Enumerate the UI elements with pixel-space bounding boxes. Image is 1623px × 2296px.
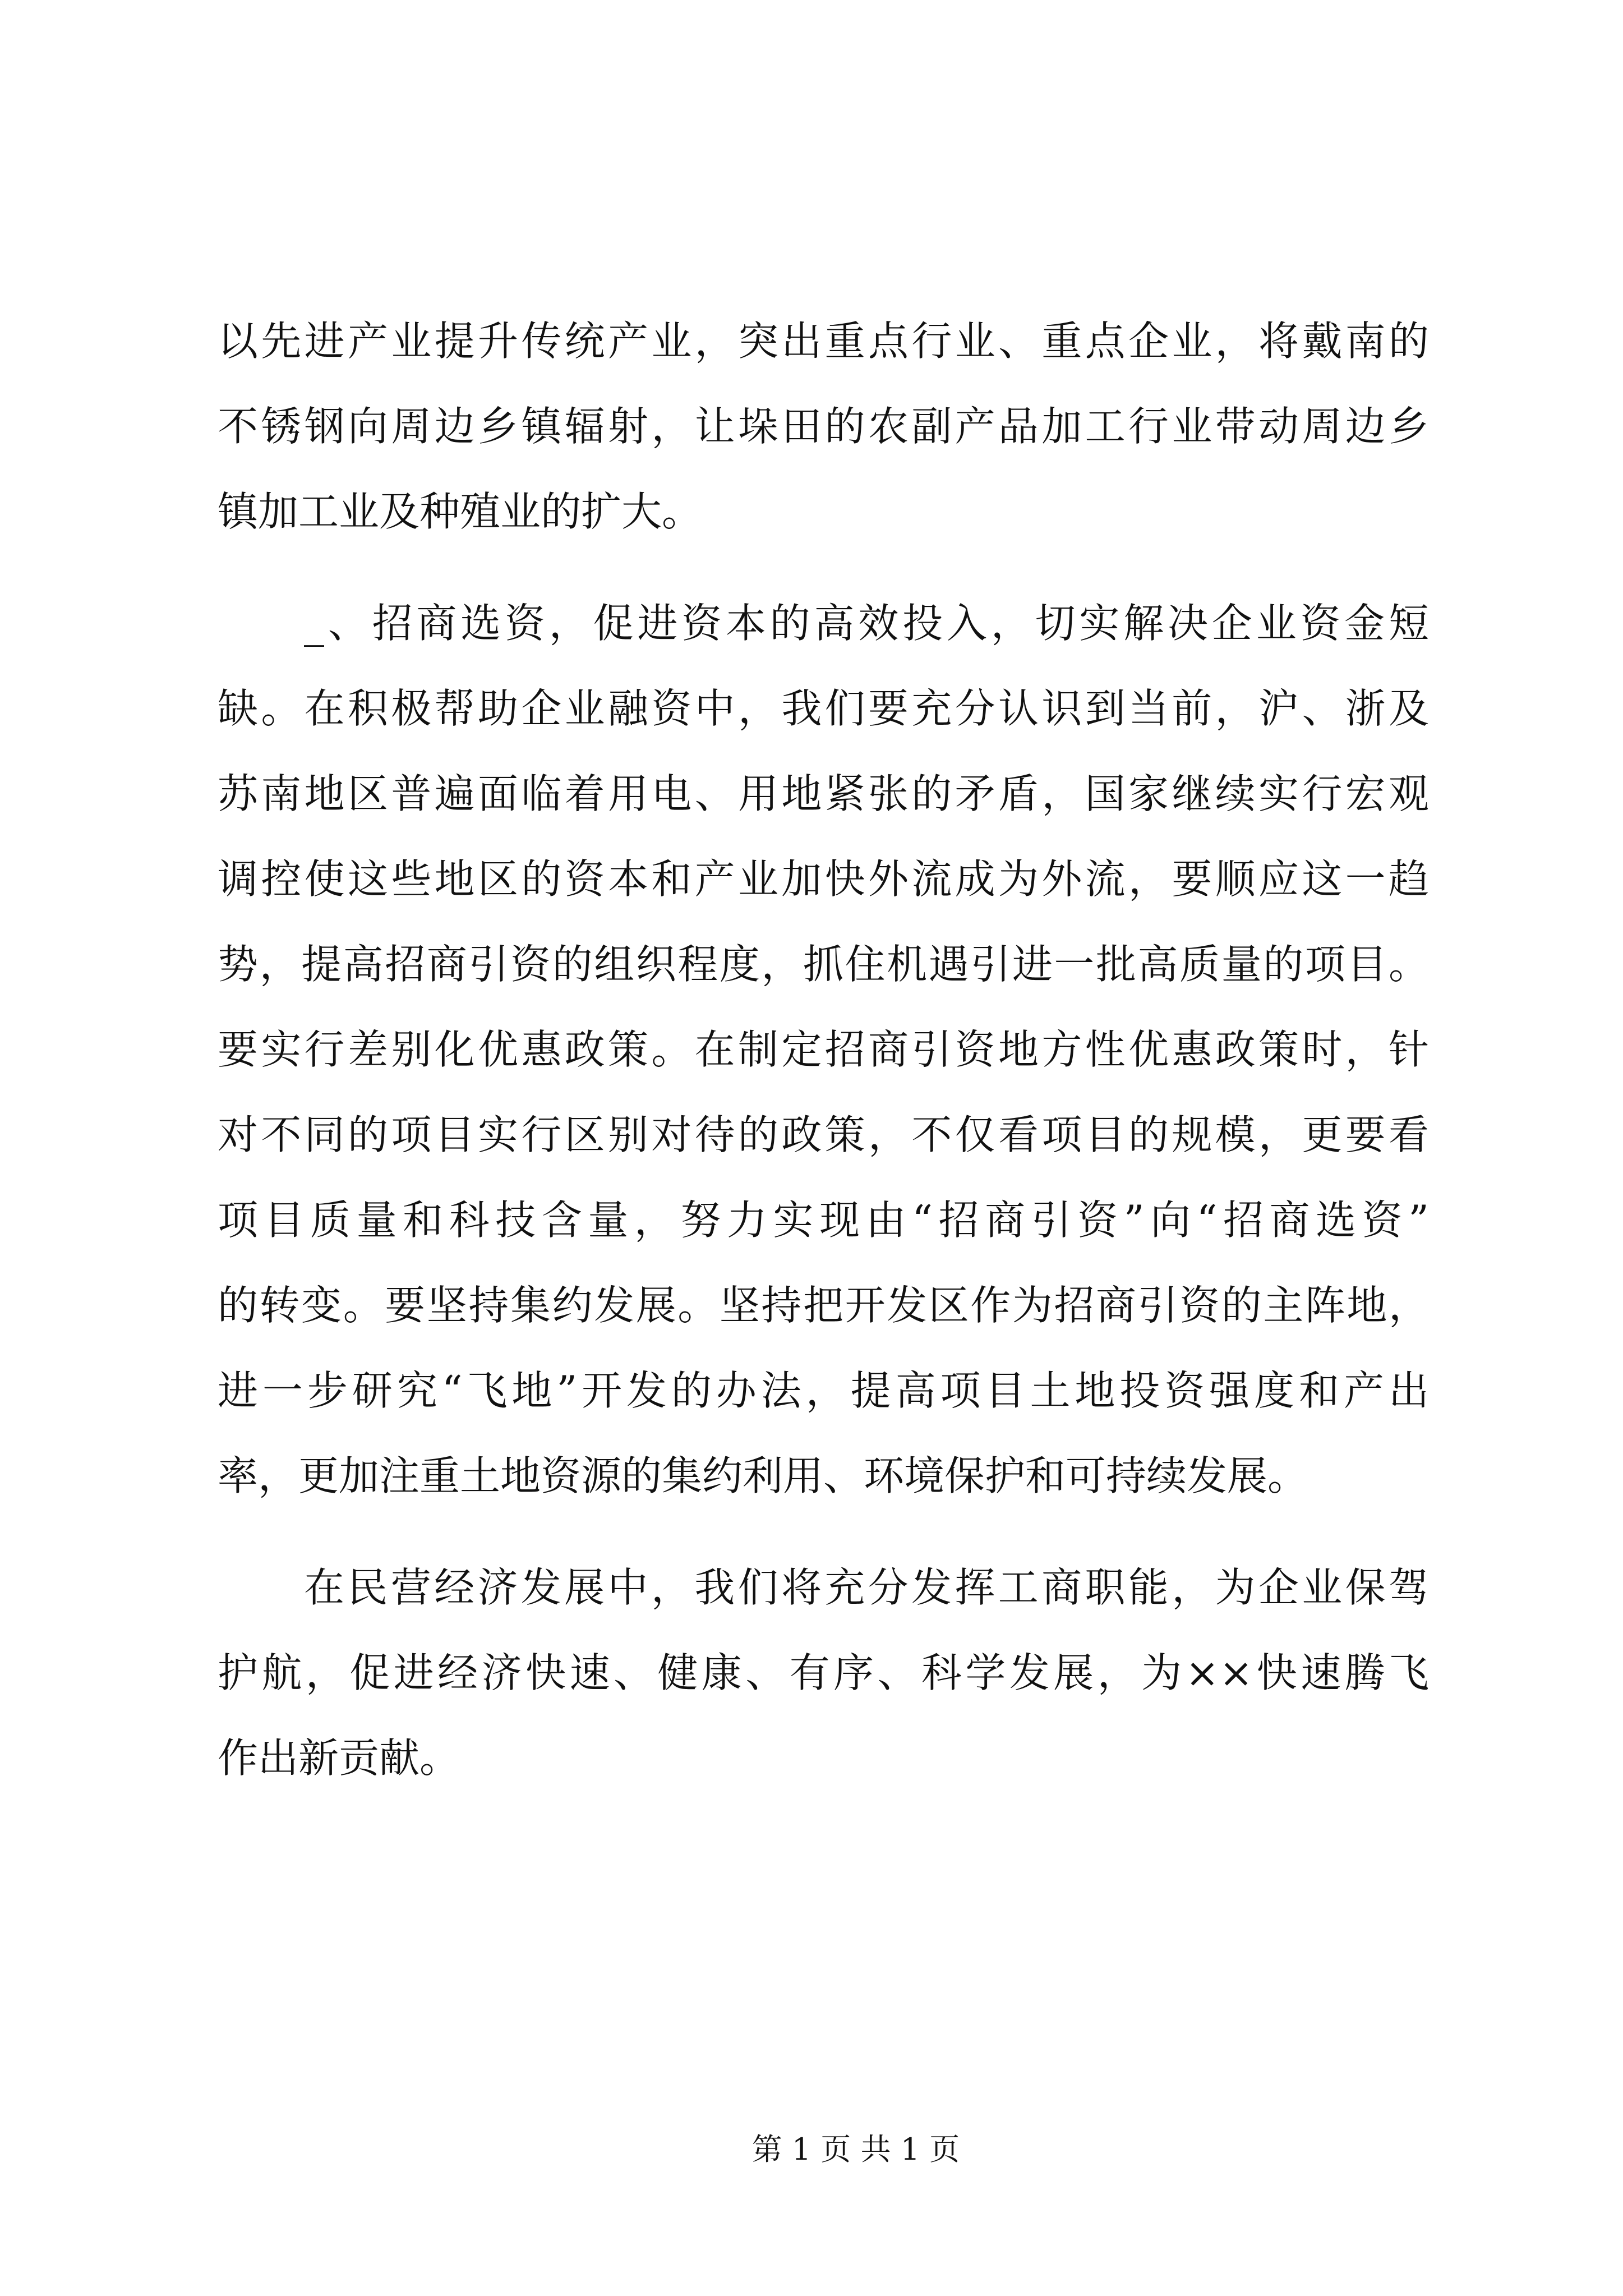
paragraph bbox=[218, 581, 1429, 1519]
text-line: 项目质量和科技含量，努力实现由“招商引资”向“招商选资” bbox=[218, 1197, 1429, 1244]
paragraph bbox=[218, 298, 1429, 554]
text-line: 作出新贡献。 bbox=[218, 1734, 460, 1782]
text-line: 镇加工业及种殖业的扩大。 bbox=[218, 488, 703, 535]
page-footer: 第 1 页 共 1 页 bbox=[751, 2132, 960, 2167]
text-line: 要实行差别化优惠政策。在制定招商引资地方性优惠政策时，针 bbox=[218, 1026, 1429, 1073]
text-line: 率，更加注重土地资源的集约利用、环境保护和可持续发展。 bbox=[218, 1452, 1308, 1499]
text-line: 护航，促进经济快速、健康、有序、科学发展，为××快速腾飞 bbox=[218, 1649, 1429, 1696]
paragraph bbox=[218, 1545, 1429, 1801]
text-line: _、招商选资，促进资本的高效投入，切实解决企业资金短 bbox=[304, 600, 1429, 647]
text-line: 苏南地区普遍面临着用电、用地紧张的矛盾，国家继续实行宏观 bbox=[218, 770, 1429, 817]
body-text bbox=[218, 298, 1429, 1827]
text-line: 的转变。要坚持集约发展。坚持把开发区作为招商引资的主阵地， bbox=[218, 1282, 1429, 1329]
text-line: 在民营经济发展中，我们将充分发挥工商职能，为企业保驾 bbox=[304, 1564, 1429, 1611]
text-line: 调控使这些地区的资本和产业加快外流成为外流，要顺应这一趋 bbox=[218, 855, 1429, 903]
text-line: 进一步研究“飞地”开发的办法，提高项目土地投资强度和产出 bbox=[218, 1367, 1429, 1414]
text-line: 缺。在积极帮助企业融资中，我们要充分认识到当前，沪、浙及 bbox=[218, 685, 1429, 732]
text-line: 势，提高招商引资的组织程度，抓住机遇引进一批高质量的项目。 bbox=[218, 941, 1429, 988]
text-line: 对不同的项目实行区别对待的政策，不仅看项目的规模，更要看 bbox=[218, 1111, 1429, 1158]
text-line: 不锈钢向周边乡镇辐射，让垛田的农副产品加工行业带动周边乡 bbox=[218, 403, 1429, 450]
text-line: 以先进产业提升传统产业，突出重点行业、重点企业，将戴南的 bbox=[218, 318, 1429, 365]
